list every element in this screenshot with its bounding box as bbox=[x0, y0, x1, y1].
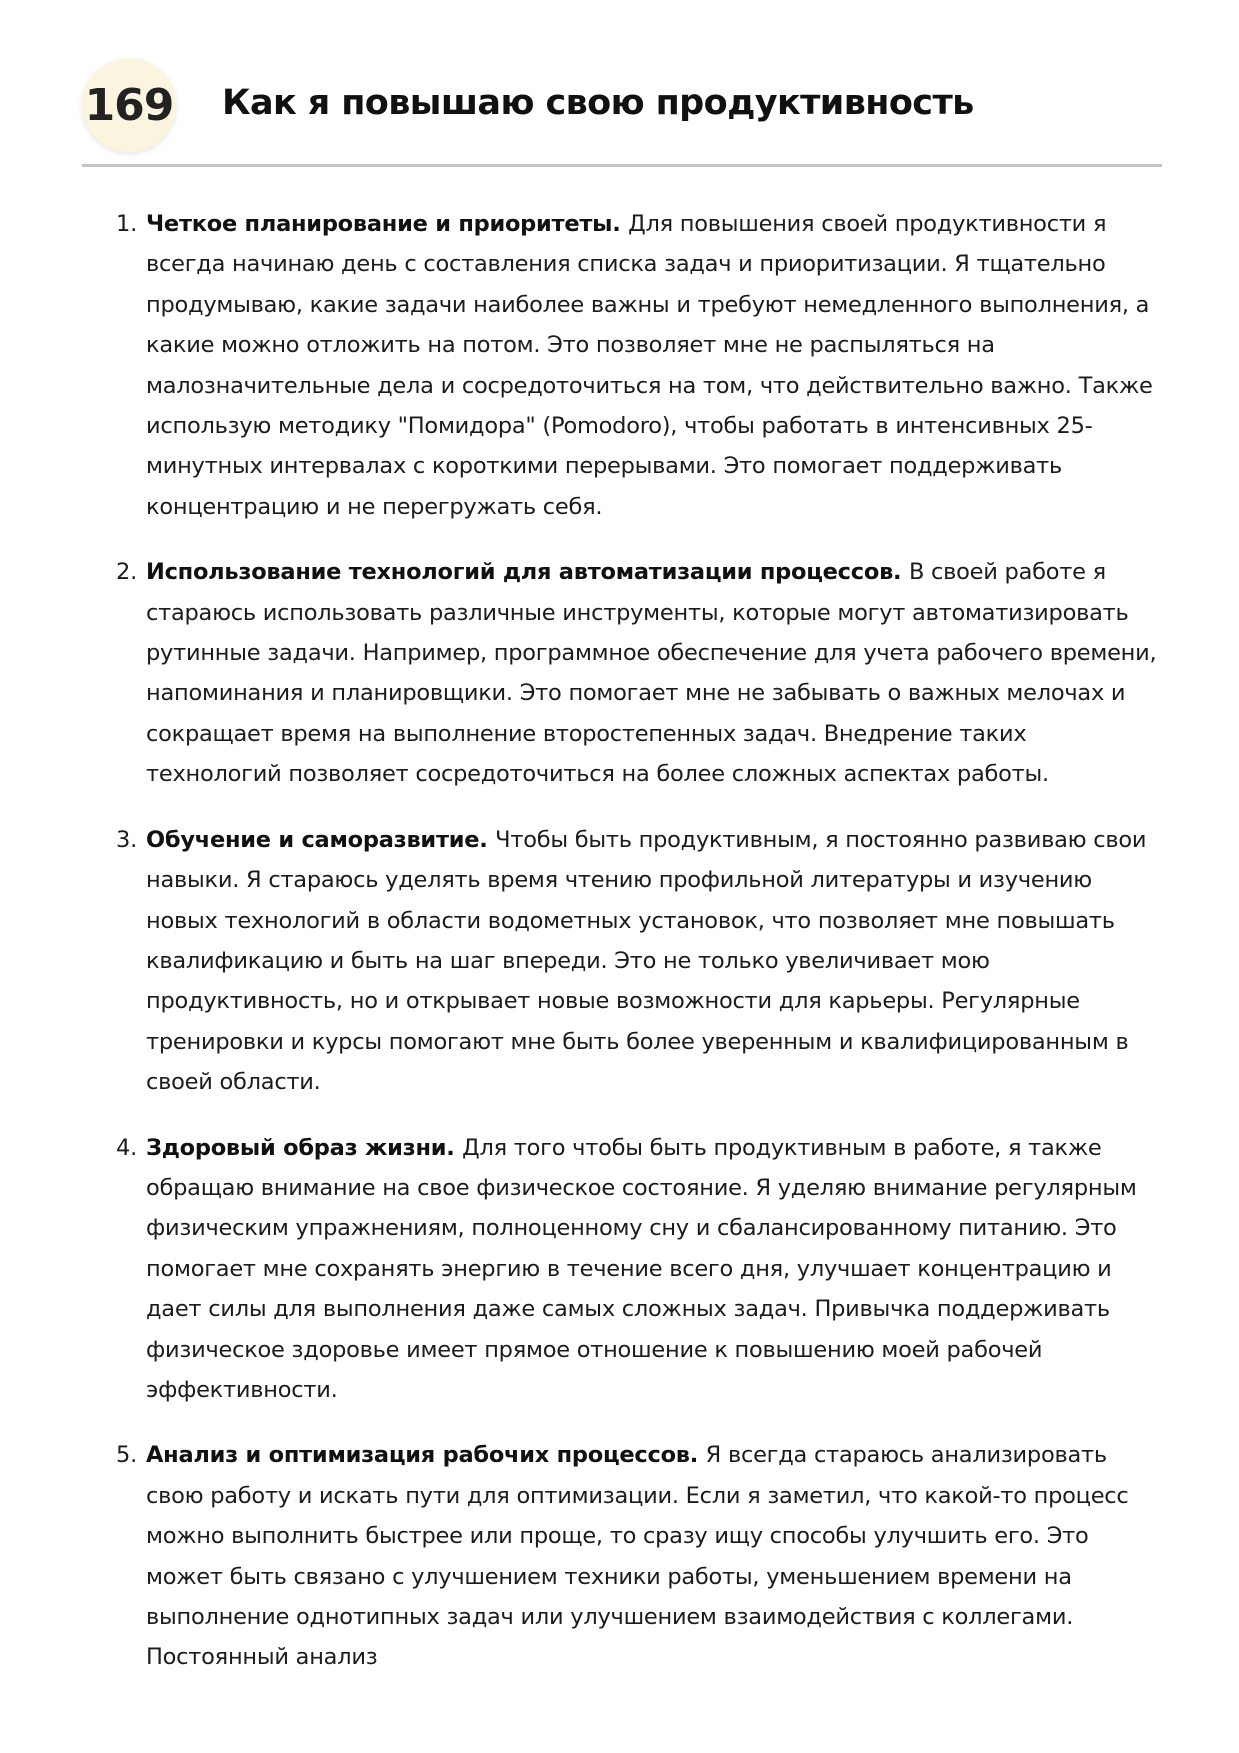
numbered-list bbox=[116, 204, 1164, 1678]
list-item bbox=[116, 820, 1164, 1103]
item-number: 5. bbox=[116, 1442, 137, 1469]
page-number-badge: 169 bbox=[82, 58, 176, 152]
article-body bbox=[116, 204, 1164, 1703]
item-number: 4. bbox=[116, 1134, 137, 1161]
page-header bbox=[82, 56, 1162, 167]
list-item bbox=[116, 1435, 1164, 1677]
item-heading: Обучение и саморазвитие. bbox=[146, 826, 496, 853]
page-title: Как я повышаю свою продуктивность bbox=[222, 83, 974, 123]
item-heading: Здоровый образ жизни. bbox=[146, 1134, 463, 1161]
list-item bbox=[116, 1128, 1164, 1411]
item-number: 1. bbox=[116, 211, 137, 237]
item-number: 2. bbox=[116, 559, 137, 586]
list-item bbox=[116, 552, 1164, 794]
item-text: Я всегда стараюсь анализировать свою работу и искать пути для оптимизации. Если я заметил, что какой-то процесс можно выполнить быстрее или проще, то сразу ищу способы улучшить его. Это может быть связано с улучшением техники работы, уменьшением времени на выполнение однотипных задач или улучшением взаимодействия с коллегами. Постоянный анализ bbox=[146, 1442, 1129, 1671]
item-number: 3. bbox=[116, 826, 137, 853]
item-heading: Использование технологий для автоматизации процессов. bbox=[146, 559, 909, 586]
item-text: Для повышения своей продуктивности я всегда начинаю день с составления списка задач и приоритизации. Я тщательно продумываю, какие задачи наиболее важны и требуют немедленного выполнения, а какие можно отложить на потом. Это позволяет мне не распыляться на малозначительные дела и сосредоточиться на том, что действительно важно. Также использую методику "Помидора" (Pomodoro), чтобы работать в интенсивных 25-минутных интервалах с короткими перерывами. Это помогает поддерживать концентрацию и не перегружать себя. bbox=[146, 211, 1153, 520]
item-heading: Четкое планирование и приоритеты. bbox=[146, 211, 629, 237]
item-text: Для того чтобы быть продуктивным в работе, я также обращаю внимание на свое физическое состояние. Я уделяю внимание регулярным физическим упражнениям, полноценному сну и сбалансированному питанию. Это помогает мне сохранять энергию в течение всего дня, улучшает концентрацию и дает силы для выполнения даже самых сложных задач. Привычка поддерживать физическое здоровье имеет прямое отношение к повышению моей рабочей эффективности. bbox=[146, 1134, 1137, 1403]
list-item bbox=[116, 204, 1164, 527]
item-text: Чтобы быть продуктивным, я постоянно развиваю свои навыки. Я стараюсь уделять время чтению профильной литературы и изучению новых технологий в области водометных установок, что позволяет мне повышать квалификацию и быть на шаг впереди. Это не только увеличивает мою продуктивность, но и открывает новые возможности для карьеры. Регулярные тренировки и курсы помогают мне быть более уверенным и квалифицированным в своей области. bbox=[146, 826, 1147, 1096]
item-heading: Анализ и оптимизация рабочих процессов. bbox=[146, 1442, 706, 1469]
item-text: В своей работе я стараюсь использовать различные инструменты, которые могут автоматизировать рутинные задачи. Например, программное обеспечение для учета рабочего времени, напоминания и планировщики. Это помогает мне не забывать о важных мелочах и сокращает время на выполнение второстепенных задач. Внедрение таких технологий позволяет сосредоточиться на более сложных аспектах работы. bbox=[146, 559, 1157, 788]
